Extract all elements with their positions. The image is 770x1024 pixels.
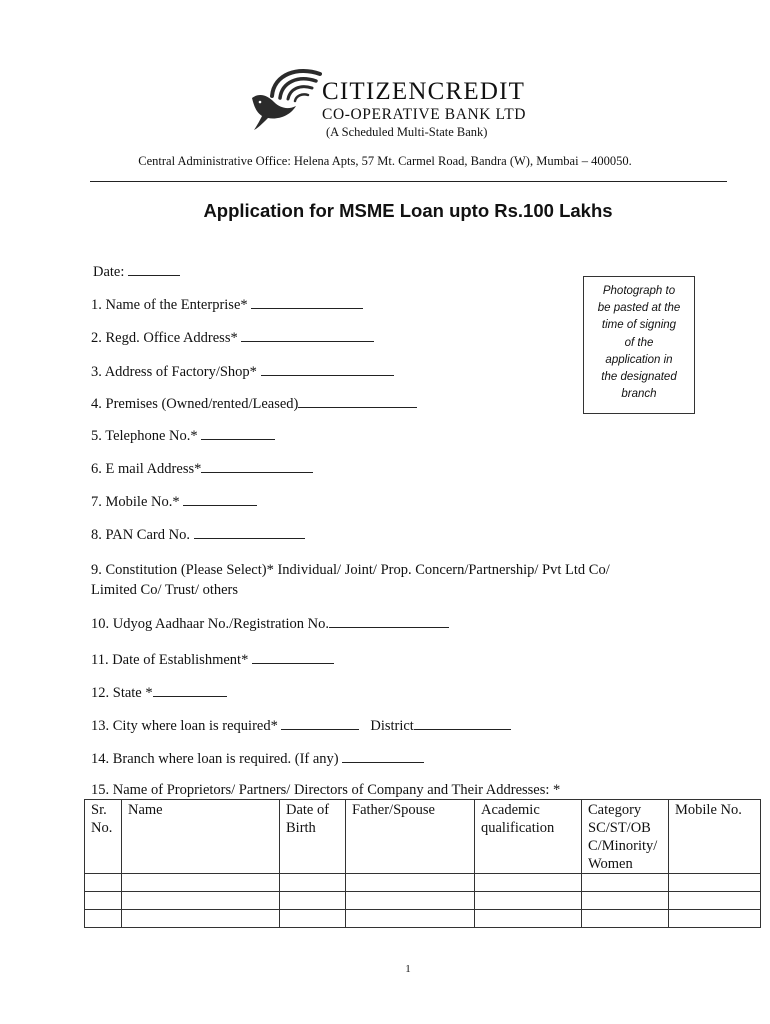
- table-cell[interactable]: [85, 874, 122, 892]
- col-header-name: Name: [122, 800, 280, 874]
- city-label: 13. City where loan is required*: [91, 718, 278, 734]
- establishment-date-blank[interactable]: [252, 650, 334, 664]
- city-blank[interactable]: [281, 716, 359, 730]
- page-title: Application for MSME Loan upto Rs.100 Lakhs: [203, 200, 613, 221]
- factory-address-field: [91, 362, 394, 381]
- telephone-label: 5. Telephone No.*: [91, 428, 198, 444]
- photo-text-line: branch: [621, 388, 657, 401]
- table-row: [85, 892, 761, 910]
- telephone-blank[interactable]: [201, 426, 275, 440]
- bank-name: CITIZENCREDIT: [322, 78, 526, 105]
- col-header-dob: Date of Birth: [280, 800, 346, 874]
- constitution-line-2: Limited Co/ Trust/ others: [91, 582, 239, 598]
- premises-label: 4. Premises (Owned/rented/Leased): [91, 396, 299, 412]
- state-blank[interactable]: [153, 683, 227, 697]
- photo-text-line: Photograph to: [602, 285, 676, 297]
- table-cell[interactable]: [346, 910, 475, 928]
- factory-address-blank[interactable]: [261, 362, 394, 376]
- table-cell[interactable]: [582, 910, 669, 928]
- proprietors-heading: 15. Name of Proprietors/ Partners/ Directors of Company and Their Addresses: *: [91, 782, 561, 798]
- table-cell[interactable]: [669, 892, 761, 910]
- table-cell[interactable]: [85, 910, 122, 928]
- email-label: 6. E mail Address*: [91, 461, 202, 477]
- table-header-row: [85, 800, 761, 874]
- establishment-date-field: [91, 650, 334, 669]
- enterprise-name-label: 1. Name of the Enterprise*: [91, 297, 248, 313]
- photo-text-line: application in: [605, 353, 673, 366]
- table-cell[interactable]: [582, 892, 669, 910]
- district-blank[interactable]: [414, 716, 511, 730]
- col-header-mobile: Mobile No.: [669, 800, 761, 874]
- constitution-line-1: 9. Constitution (Please Select)* Individual/ Joint/ Prop. Concern/Partnership/ Pvt Ltd Co/: [91, 562, 610, 578]
- page-number: 1: [405, 963, 411, 975]
- premises-blank[interactable]: [298, 394, 417, 408]
- bank-tagline: (A Scheduled Multi-State Bank): [326, 125, 488, 139]
- col-header-category: Category SC/ST/OB C/Minority/ Women: [582, 800, 669, 874]
- udyog-field: [91, 614, 449, 633]
- pan-field: [91, 525, 305, 544]
- establishment-date-label: 11. Date of Establishment*: [91, 652, 249, 668]
- table-cell[interactable]: [475, 910, 582, 928]
- factory-address-label: 3. Address of Factory/Shop*: [91, 364, 257, 380]
- table-cell[interactable]: [669, 910, 761, 928]
- table-cell[interactable]: [122, 874, 280, 892]
- proprietors-table: [84, 799, 761, 928]
- table-cell[interactable]: [122, 892, 280, 910]
- pan-label: 8. PAN Card No.: [91, 527, 190, 543]
- header-divider: [90, 181, 727, 182]
- mobile-blank[interactable]: [183, 492, 257, 506]
- branch-field: [91, 749, 424, 768]
- table-cell[interactable]: [582, 874, 669, 892]
- col-header-father-spouse: Father/Spouse: [346, 800, 475, 874]
- regd-office-field: [91, 328, 374, 347]
- email-field: [91, 459, 313, 478]
- table-cell[interactable]: [346, 892, 475, 910]
- table-cell[interactable]: [669, 874, 761, 892]
- photograph-box: [583, 276, 695, 414]
- table-cell[interactable]: [122, 910, 280, 928]
- state-field: [91, 683, 227, 702]
- table-cell[interactable]: [85, 892, 122, 910]
- udyog-blank[interactable]: [329, 614, 449, 628]
- telephone-field: [91, 426, 275, 445]
- col-header-sr-no: Sr. No.: [85, 800, 122, 874]
- udyog-label: 10. Udyog Aadhaar No./Registration No.: [91, 616, 330, 632]
- photo-text-line: of the: [624, 336, 654, 349]
- office-address: Central Administrative Office: Helena Apts, 57 Mt. Carmel Road, Bandra (W), Mumbai – 400050.: [138, 154, 632, 168]
- pan-blank[interactable]: [194, 525, 305, 539]
- date-blank[interactable]: [128, 262, 180, 276]
- table-cell[interactable]: [280, 892, 346, 910]
- email-blank[interactable]: [201, 459, 313, 473]
- premises-field: [91, 394, 417, 413]
- col-header-qualification: Academic qualification: [475, 800, 582, 874]
- city-field: [91, 716, 511, 735]
- regd-office-blank[interactable]: [241, 328, 374, 342]
- district-label: District: [370, 718, 414, 734]
- regd-office-label: 2. Regd. Office Address*: [91, 330, 238, 346]
- photo-text-line: the designated: [601, 371, 677, 384]
- table-row: [85, 874, 761, 892]
- bank-logo-icon: [250, 68, 322, 134]
- table-cell[interactable]: [346, 874, 475, 892]
- enterprise-name-field: [91, 295, 363, 314]
- photo-text-line: time of signing: [601, 319, 677, 332]
- state-label: 12. State *: [91, 685, 153, 701]
- branch-blank[interactable]: [342, 749, 424, 763]
- table-cell[interactable]: [475, 892, 582, 910]
- photo-text-line: be pasted at the: [597, 302, 681, 315]
- branch-label: 14. Branch where loan is required. (If any): [91, 751, 339, 767]
- table-row: [85, 910, 761, 928]
- table-cell[interactable]: [280, 874, 346, 892]
- bank-subname: CO-OPERATIVE BANK LTD: [322, 106, 527, 123]
- table-cell[interactable]: [280, 910, 346, 928]
- mobile-label: 7. Mobile No.*: [91, 494, 180, 510]
- table-cell[interactable]: [475, 874, 582, 892]
- date-field: [93, 262, 180, 281]
- mobile-field: [91, 492, 257, 511]
- date-label: Date:: [93, 264, 125, 280]
- enterprise-name-blank[interactable]: [251, 295, 363, 309]
